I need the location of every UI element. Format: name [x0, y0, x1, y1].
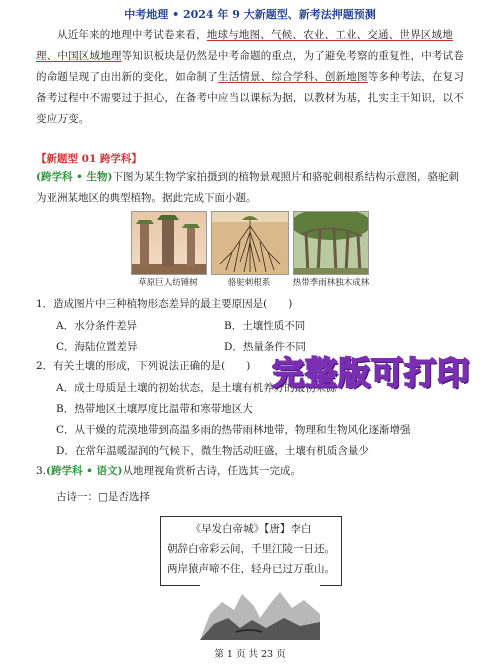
poem-line-1: 朝辞白帝彩云间，千里江陵一日还。 — [167, 543, 335, 555]
q1-option-a: A．水分条件差异 — [56, 320, 138, 332]
intro-novelties: 生活情景、综合学科、创新地图 — [217, 71, 368, 83]
q2-option-c: C．从干燥的荒漠地带到高温多雨的热带雨林地带，物理和生物风化逐渐增强 — [56, 424, 411, 436]
q1-option-b: B．土壤性质不同 — [224, 320, 306, 332]
question-2-stem: 2．有关土壤的形成，下列说法正确的是( ) — [36, 360, 251, 372]
intro-text-3: 等多种考法，在复习备考过程中不需要过于担心，在备考中应当以课标为据，以教材为基，扎实主干知识，以不变应万变。 — [36, 71, 465, 125]
page-footer: 第 1 页 共 23 页 — [214, 649, 286, 660]
q2-option-a: A．成土母质是土壤的初始状态，是土壤有机养分的最初来源 — [56, 382, 337, 394]
poem-choice-label: 古诗一：□是否选择 — [56, 491, 150, 503]
intro-text-1: 从近年来的地理中考试卷来看， — [57, 29, 207, 41]
page-title: 中考地理 • 2024 年 9 大新题型、新考法押题预测 — [124, 8, 376, 21]
printable-watermark: 完整版可打印 — [272, 354, 471, 392]
ink-painting-illustration — [200, 584, 320, 640]
intro-text-2: 等知识板块是仍然是中考命题的重点，为了避免考察的重复性，中考试卷的命题呈现了由出新的变化，如命制了 — [36, 50, 465, 83]
q3-number: 3. — [36, 465, 47, 477]
subject-tag-chinese: (跨学科 • 语文) — [46, 465, 123, 477]
subject-tag-biology: (跨学科 • 生物) — [36, 171, 113, 183]
q1-option-c: C．海陆位置差异 — [56, 341, 138, 353]
q1-option-d: D．热量条件不同 — [224, 341, 306, 353]
q3-text: 从地理视角赏析古诗，任选其一完成。 — [122, 465, 301, 477]
baobab-photo — [131, 211, 207, 275]
figure-caption-2: 骆驼刺根系 — [227, 278, 271, 288]
intro-description: 下图为某生物学家拍摄到的植物景观照片和骆驼刺根系结构示意图，骆驼刺为亚洲某地区的典型植物。据此完成下面小题。 — [36, 171, 459, 204]
camelthorn-root-diagram — [211, 211, 289, 275]
intro-topics: 地球与地图、气候、农业、工业、交通、世界区域地理、中国区域地理 — [36, 29, 453, 62]
q2-option-d: D．在常年温暖湿润的气候下，微生物活动旺盛，土壤有机质含量少 — [56, 445, 369, 457]
q2-option-b: B．热带地区土壤厚度比温带和寒带地区大 — [56, 403, 253, 415]
section-title: 【新题型 01 跨学科】 — [36, 153, 142, 165]
figure-caption-1: 草原巨人纺锤树 — [138, 278, 198, 288]
intro-paragraph — [36, 25, 468, 130]
question-3-stem — [36, 463, 466, 479]
figure-caption-3: 热带季雨林独木成林 — [292, 278, 370, 288]
poem-title: 《早发白帝城》【唐】李白 — [190, 523, 312, 535]
poem-box — [160, 516, 342, 586]
question-intro — [36, 167, 468, 209]
question-1-stem: 1．造成图片中三种植物形态差异的最主要原因是( ) — [36, 298, 293, 310]
poem-line-2: 两岸猿声啼不住，轻舟已过万重山。 — [167, 563, 335, 575]
banyan-forest-photo — [293, 211, 369, 275]
